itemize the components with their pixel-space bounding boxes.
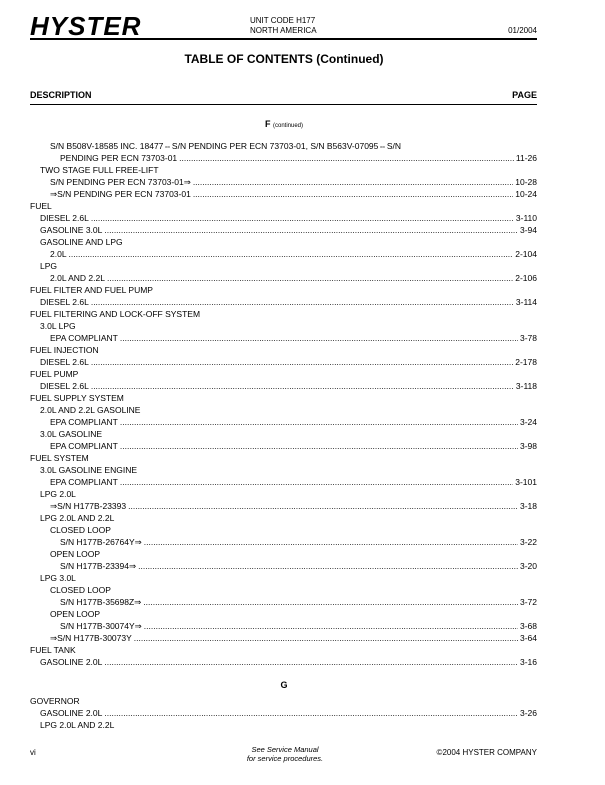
region: NORTH AMERICA: [250, 26, 317, 35]
toc-entry-text: 2.0L AND 2.2L: [50, 273, 105, 283]
toc-entry: [30, 536, 537, 548]
toc-entry: [30, 200, 537, 212]
header-rule: [30, 38, 537, 40]
unit-code: UNIT CODE H177: [250, 16, 316, 25]
toc-entry-text: LPG 2.0L AND 2.2L: [40, 513, 115, 523]
section-letter-f: F: [264, 119, 271, 129]
toc-entry: [30, 452, 537, 464]
toc-entry: [30, 332, 537, 344]
dot-leader: [120, 416, 518, 428]
toc-entry: [30, 248, 537, 260]
toc-entry-text: PENDING PER ECN 73703-01: [60, 153, 178, 163]
toc-entry: [30, 707, 537, 719]
toc-entry: [30, 548, 537, 560]
copyright: ©2004 HYSTER COMPANY: [436, 748, 537, 757]
toc-entry-text: GASOLINE 2.0L: [40, 708, 103, 718]
toc-entry-page: 2-106: [515, 273, 537, 283]
toc-entry-page: 3-22: [519, 537, 537, 547]
toc-entry-page: 3-64: [519, 633, 537, 643]
toc-entry-text: DIESEL 2.6L: [40, 381, 89, 391]
toc-entry: [30, 512, 537, 524]
toc-entry: [30, 476, 537, 488]
toc-entry-text: FUEL FILTERING AND LOCK-OFF SYSTEM: [30, 309, 201, 319]
toc-entry: [30, 608, 537, 620]
toc-entry-text: FUEL INJECTION: [30, 345, 99, 355]
toc-entry: [30, 560, 537, 572]
dot-leader: [143, 596, 518, 608]
dot-leader: [128, 500, 518, 512]
dot-leader: [91, 296, 514, 308]
toc-entry: [30, 392, 537, 404]
dot-leader: [91, 356, 513, 368]
dot-leader: [91, 212, 514, 224]
toc-entry-text: OPEN LOOP: [50, 609, 101, 619]
toc-entry: [30, 524, 537, 536]
toc-entry-page: 3-98: [519, 441, 537, 451]
toc-entry: [30, 596, 537, 608]
toc-entry: [30, 380, 537, 392]
footer-note-line2: for service procedures.: [246, 754, 324, 763]
section-continued-note: (continued): [272, 123, 304, 129]
toc-entry: [30, 344, 537, 356]
toc-entry-page: 3-118: [515, 381, 537, 391]
toc-entry-page: 2-104: [515, 249, 537, 259]
toc-entry: [30, 140, 537, 152]
toc-entry-text: 3.0L LPG: [40, 321, 76, 331]
toc-entry: [30, 236, 537, 248]
toc-entry: [30, 416, 537, 428]
toc-entry: [30, 572, 537, 584]
section-heading-f: [0, 119, 568, 129]
toc-entry: [30, 584, 537, 596]
toc-entry: [30, 308, 537, 320]
toc-entry-text: FUEL: [30, 201, 52, 211]
toc-entry: [30, 620, 537, 632]
toc-entry: [30, 440, 537, 452]
toc-entry: [30, 632, 537, 644]
toc-entry: [30, 500, 537, 512]
toc-entry-text: LPG 3.0L: [40, 573, 76, 583]
description-header: DESCRIPTION: [30, 90, 92, 100]
toc-entry-page: 3-18: [519, 501, 537, 511]
toc-entry: [30, 695, 537, 707]
dot-leader: [120, 476, 513, 488]
toc-entry-page: 3-94: [519, 225, 537, 235]
toc-entry-page: 11-26: [515, 153, 537, 163]
toc-entry-text: S/N PENDING PER ECN 73703-01⇒: [50, 177, 191, 187]
toc-entry: [30, 644, 537, 656]
dot-leader: [193, 188, 513, 200]
toc-section-f: [30, 140, 537, 668]
toc-entry-page: 3-72: [519, 597, 537, 607]
toc-entry-page: 3-20: [519, 561, 537, 571]
toc-entry-text: S/N H177B-26764Y⇒: [60, 537, 142, 547]
dot-leader: [91, 380, 514, 392]
dot-leader: [104, 224, 518, 236]
toc-entry: [30, 272, 537, 284]
toc-entry-text: S/N H177B-35698Z⇒: [60, 597, 142, 607]
section-heading-g: [0, 680, 568, 690]
toc-entry: [30, 296, 537, 308]
toc-entry: [30, 320, 537, 332]
page-number: vi: [30, 748, 36, 757]
toc-entry-text: S/N H177B-23394⇒: [60, 561, 137, 571]
toc-entry-text: FUEL TANK: [30, 645, 76, 655]
toc-entry-page: 3-24: [519, 417, 537, 427]
toc-entry-page: 10-24: [515, 189, 537, 199]
toc-entry-page: 3-68: [519, 621, 537, 631]
toc-section-g: [30, 695, 537, 731]
toc-entry-text: 2.0L: [50, 249, 67, 259]
toc-entry-page: 3-78: [519, 333, 537, 343]
toc-entry-text: GASOLINE 3.0L: [40, 225, 103, 235]
dot-leader: [69, 248, 514, 260]
toc-entry: [30, 152, 537, 164]
page-title: TABLE OF CONTENTS (Continued): [184, 52, 384, 66]
toc-entry: [30, 404, 537, 416]
toc-entry-text: FUEL PUMP: [30, 369, 79, 379]
dot-leader: [104, 656, 518, 668]
toc-entry: [30, 176, 537, 188]
toc-entry-text: EPA COMPLIANT: [50, 441, 118, 451]
toc-entry-text: GASOLINE AND LPG: [40, 237, 123, 247]
toc-entry-page: 10-28: [515, 177, 537, 187]
toc-entry: [30, 488, 537, 500]
page-header: PAGE: [512, 90, 537, 100]
toc-entry-text: ⇒S/N H177B-30073Y: [50, 633, 132, 643]
toc-entry: [30, 464, 537, 476]
toc-entry-text: LPG 2.0L: [40, 489, 76, 499]
toc-entry-text: LPG 2.0L AND 2.2L: [40, 720, 115, 730]
toc-entry: [30, 356, 537, 368]
toc-entry-text: DIESEL 2.6L: [40, 213, 89, 223]
toc-entry: [30, 164, 537, 176]
toc-entry-text: DIESEL 2.6L: [40, 297, 89, 307]
toc-entry-text: 3.0L GASOLINE: [40, 429, 103, 439]
toc-entry: [30, 284, 537, 296]
toc-entry-text: ⇒S/N PENDING PER ECN 73703-01: [50, 189, 191, 199]
toc-entry-text: GOVERNOR: [30, 696, 80, 706]
dot-leader: [179, 152, 514, 164]
footer-note: [220, 745, 350, 763]
dot-leader: [120, 440, 518, 452]
toc-entry-page: 3-26: [519, 708, 537, 718]
toc-entry: [30, 188, 537, 200]
toc-entry-text: CLOSED LOOP: [50, 525, 111, 535]
dot-leader: [144, 536, 518, 548]
dot-leader: [104, 707, 518, 719]
dot-leader: [144, 620, 518, 632]
toc-entry-text: FUEL SYSTEM: [30, 453, 89, 463]
toc-entry-text: GASOLINE 2.0L: [40, 657, 103, 667]
column-header-rule: [30, 104, 537, 105]
toc-entry-text: EPA COMPLIANT: [50, 477, 118, 487]
toc-entry-text: ⇒S/N H177B-23393: [50, 501, 127, 511]
dot-leader: [107, 272, 513, 284]
section-letter-g: G: [280, 680, 288, 690]
dot-leader: [134, 632, 518, 644]
toc-entry-page: 3-16: [519, 657, 537, 667]
unit-info: [250, 16, 317, 36]
toc-entry-text: FUEL SUPPLY SYSTEM: [30, 393, 124, 403]
document-date: 01/2004: [508, 26, 537, 35]
toc-entry-page: 3-110: [515, 213, 537, 223]
toc-entry: [30, 368, 537, 380]
toc-entry: [30, 656, 537, 668]
toc-entry-text: TWO STAGE FULL FREE-LIFT: [40, 165, 159, 175]
toc-entry-text: FUEL FILTER AND FUEL PUMP: [30, 285, 153, 295]
toc-entry-text: CLOSED LOOP: [50, 585, 111, 595]
dot-leader: [120, 332, 518, 344]
column-headers: [30, 90, 537, 100]
toc-entry: [30, 212, 537, 224]
toc-entry: [30, 224, 537, 236]
toc-entry-text: EPA COMPLIANT: [50, 417, 118, 427]
footer-note-line1: See Service Manual: [251, 745, 319, 754]
dot-leader: [138, 560, 518, 572]
toc-entry-text: LPG: [40, 261, 58, 271]
toc-entry-text: S/N B508V-18585 INC. 18477⇔S/N PENDING PER ECN 73703-01, S/N B563V-07095⇔S/N: [50, 141, 402, 151]
toc-entry-page: 2-178: [515, 357, 537, 367]
toc-entry-page: 3-114: [515, 297, 537, 307]
toc-entry-text: S/N H177B-30074Y⇒: [60, 621, 142, 631]
dot-leader: [193, 176, 513, 188]
toc-entry-text: 3.0L GASOLINE ENGINE: [40, 465, 137, 475]
toc-entry-text: DIESEL 2.6L: [40, 357, 89, 367]
toc-entry-text: 2.0L AND 2.2L GASOLINE: [40, 405, 141, 415]
hyster-logo: HYSTER: [30, 11, 142, 41]
toc-entry-text: EPA COMPLIANT: [50, 333, 118, 343]
toc-entry: [30, 428, 537, 440]
toc-entry: [30, 719, 537, 731]
toc-entry-page: 3-101: [515, 477, 537, 487]
toc-entry-text: OPEN LOOP: [50, 549, 101, 559]
toc-entry: [30, 260, 537, 272]
